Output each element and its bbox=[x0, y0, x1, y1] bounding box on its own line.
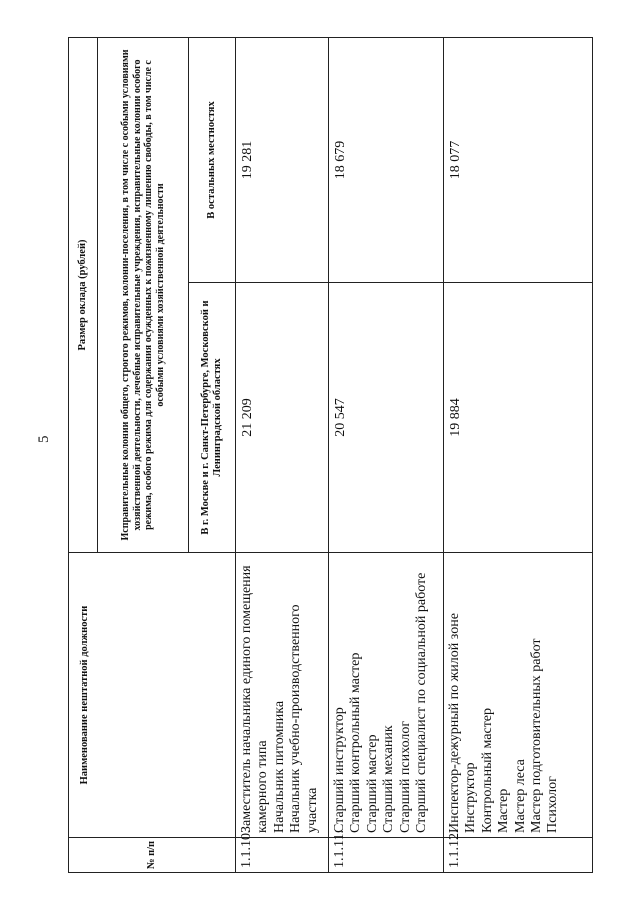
position-item: Заместитель начальника единого помещения камерного типа bbox=[239, 565, 271, 833]
position-item: Инспектор-дежурный по жилой зоне bbox=[447, 613, 462, 833]
header-num: № п/п bbox=[69, 838, 236, 873]
position-list bbox=[444, 553, 593, 838]
salary-other: 19 281 bbox=[236, 37, 329, 282]
position-item: Старший психолог bbox=[397, 720, 413, 833]
position-item: Старший инструктор bbox=[332, 707, 347, 833]
position-item: Психолог bbox=[545, 776, 561, 833]
table-row bbox=[444, 37, 593, 872]
table-row bbox=[329, 37, 444, 872]
position-item: Начальник учебно-производственного участка bbox=[288, 604, 320, 833]
header-other: В остальных местностях bbox=[189, 37, 236, 282]
header-institutions: Исправительные колонии общего, строгого режимов, колонии-поселения, в том числе с особыми условиями хозяйственной деятельности, лечебные исправительные учреждения, исправительные колонии особого режима, особого режима для содержания осужденных к пожизненному лишению свободы, в том числе с особыми условиями хозяйственной деятельности bbox=[98, 37, 189, 552]
row-number: 1.1.10. bbox=[236, 838, 329, 873]
salary-other: 18 679 bbox=[329, 37, 444, 282]
salary-other: 18 077 bbox=[444, 37, 593, 282]
header-moscow: В г. Москве и г. Санкт-Петербурге, Московской и Ленинградской областях bbox=[189, 283, 236, 553]
position-item: Контрольный мастер bbox=[479, 707, 495, 833]
table-row bbox=[236, 37, 329, 872]
position-item: Старший мастер bbox=[364, 734, 380, 833]
position-list bbox=[236, 553, 329, 838]
row-number: 1.1.11. bbox=[329, 838, 444, 873]
rotated-page bbox=[68, 38, 593, 873]
salary-moscow: 21 209 bbox=[236, 283, 329, 553]
position-item: Старший контрольный мастер bbox=[348, 652, 364, 833]
salary-table bbox=[68, 37, 593, 873]
position-list bbox=[329, 553, 444, 838]
position-item: Начальник питомника bbox=[271, 700, 287, 833]
position-item: Мастер подготовительных работ bbox=[528, 638, 544, 833]
header-position: Наименование нештатной должности bbox=[69, 553, 236, 838]
position-item: Мастер леса bbox=[512, 759, 528, 833]
row-number: 1.1.12. bbox=[444, 838, 593, 873]
header-salary-group: Размер оклада (рублей) bbox=[69, 37, 98, 552]
salary-moscow: 19 884 bbox=[444, 283, 593, 553]
position-item: Инструктор bbox=[463, 762, 479, 833]
salary-moscow: 20 547 bbox=[329, 283, 444, 553]
position-item: Старший специалист по социальной работе bbox=[413, 572, 429, 833]
page-number: 5 bbox=[36, 435, 52, 443]
position-item: Мастер bbox=[496, 788, 512, 833]
position-item: Старший механик bbox=[381, 725, 397, 833]
